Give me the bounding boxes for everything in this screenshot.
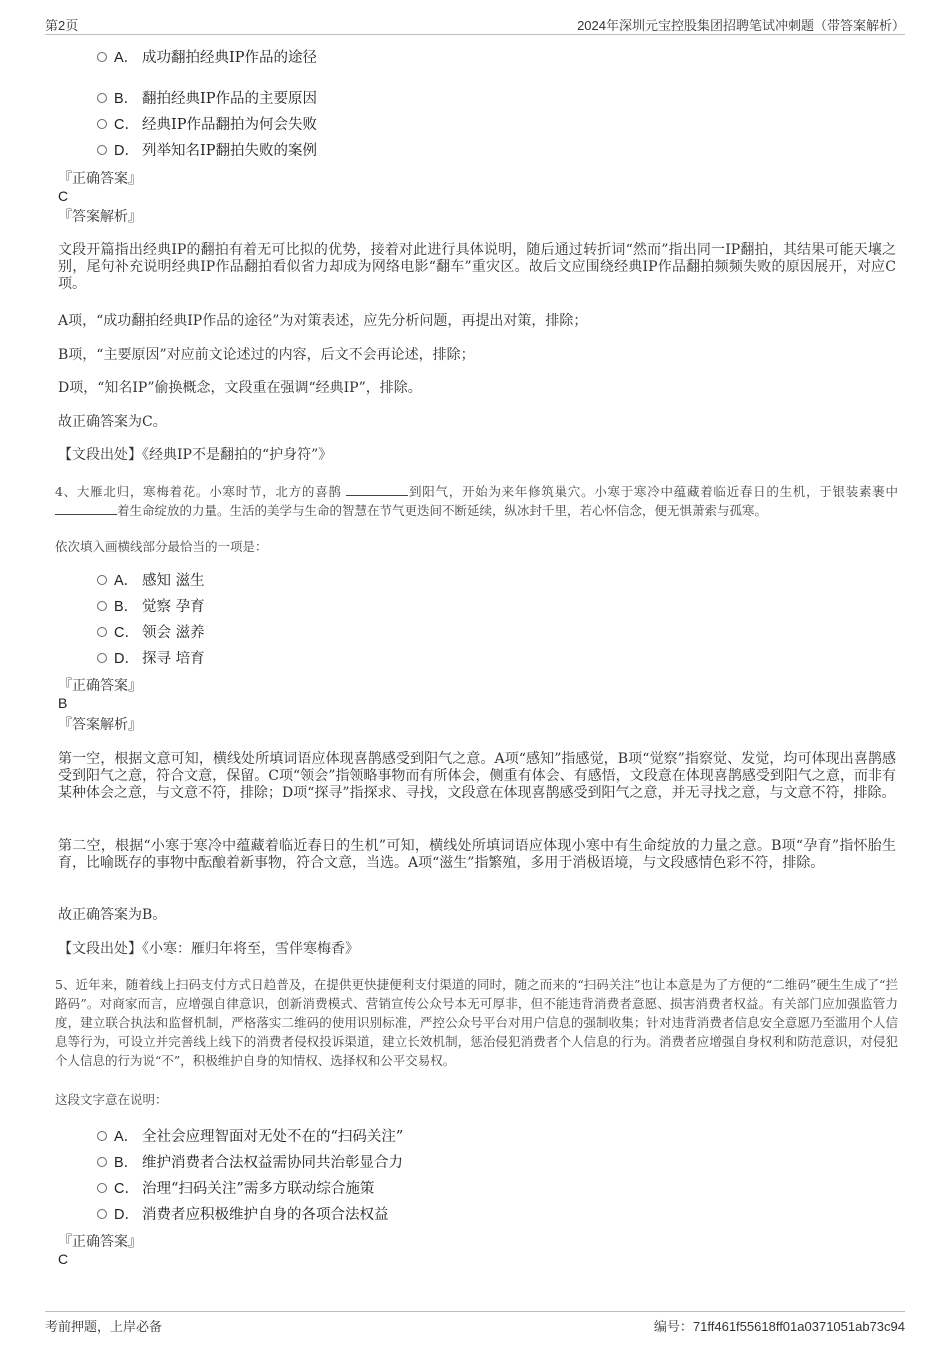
- q5-option-d[interactable]: D． 消费者应积极维护自身的各项合法权益: [97, 1205, 389, 1225]
- q3-option-a[interactable]: A． 成功翻拍经典IP作品的途径: [97, 48, 317, 68]
- q5-option-a[interactable]: A． 全社会应理智面对无处不在的“扫码关注”: [97, 1127, 403, 1147]
- source-citation: 【文段出处】《小寒：雁归年将至，雪伴寒梅香》: [58, 941, 359, 957]
- radio-icon[interactable]: [97, 145, 107, 155]
- correct-answer-value: B: [58, 695, 68, 711]
- radio-icon[interactable]: [97, 119, 107, 129]
- analysis-paragraph: 第一空，根据文意可知，横线处所填词语应体现喜鹊感受到阳气之意。A项“感知”指感觉，B项“觉察”指察觉、发觉，均可体现出喜鹊感受到阳气之意，符合文意，保留。C项“领会”指领略事物而有所体会，侧重有体会、有感悟，文段意在体现喜鹊感受到阳气之意，而非有某种体会之意，与文意不符，排除；D项“探寻”指探求、寻找，文段意在体现喜鹊感受到阳气之意，并无寻找之意，与文意不符，排除。: [58, 751, 896, 801]
- correct-answer-value: C: [58, 1251, 69, 1267]
- radio-icon[interactable]: [97, 627, 107, 637]
- question-4-prompt: 依次填入画横线部分最恰当的一项是：: [55, 539, 268, 554]
- document-title: 2024年深圳元宝控股集团招聘笔试冲刺题（带答案解析）: [577, 18, 905, 33]
- page-header: [45, 12, 905, 35]
- question-5-prompt: 这段文字意在说明：: [55, 1092, 168, 1107]
- q4-option-b[interactable]: B． 觉察 孕育: [97, 597, 205, 617]
- radio-icon[interactable]: [97, 1131, 107, 1141]
- document-code: 编号：71ff461f55618ff01a0371051ab73c94: [653, 1319, 905, 1334]
- correct-answer-label: 『正确答案』: [58, 171, 142, 187]
- footer-slogan: 考前押题，上岸必备: [45, 1319, 163, 1334]
- question-4-stem: 4、大雁北归，寒梅着花。小寒时节，北方的喜鹊 到阳气，开始为来年修筑巢穴。小寒于寒冷中蕴藏着临近春日的生机，于银装素裹中 着生命绽放的力量。生活的美学与生命的智慧在节气更迭间不断延续，纵冰封千里，若心怀信念，便无惧萧索与孤寒。: [55, 484, 898, 518]
- q3-option-d[interactable]: D． 列举知名IP翻拍失败的案例: [97, 141, 317, 161]
- q5-option-c[interactable]: C． 治理“扫码关注”需多方联动综合施策: [97, 1179, 374, 1199]
- source-citation: 【文段出处】《经典IP不是翻拍的“护身符”》: [58, 447, 333, 463]
- analysis-paragraph: B项，“主要原因”对应前文论述过的内容，后文不会再论述，排除；: [58, 347, 475, 363]
- radio-icon[interactable]: [97, 575, 107, 585]
- q4-option-a[interactable]: A． 感知 滋生: [97, 571, 205, 591]
- radio-icon[interactable]: [97, 1183, 107, 1193]
- correct-answer-label: 『正确答案』: [58, 678, 142, 694]
- radio-icon[interactable]: [97, 653, 107, 663]
- analysis-paragraph: 文段开篇指出经典IP的翻拍有着无可比拟的优势，接着对此进行具体说明，随后通过转折词“然而”指出同一IP翻拍，其结果可能天壤之别，尾句补充说明经典IP作品翻拍看似省力却成为网络电影“翻车”重灾区。故后文应围绕经典IP作品翻拍频频失败的原因展开，对应C项。: [58, 242, 896, 292]
- q3-option-b[interactable]: B． 翻拍经典IP作品的主要原因: [97, 89, 317, 109]
- page-footer: [45, 1311, 905, 1338]
- answer-conclusion: 故正确答案为C。: [58, 414, 167, 430]
- radio-icon[interactable]: [97, 52, 107, 62]
- analysis-paragraph: A项，“成功翻拍经典IP作品的途径”为对策表述，应先分析问题，再提出对策，排除；: [58, 313, 588, 329]
- radio-icon[interactable]: [97, 1209, 107, 1219]
- fill-blank: [346, 483, 408, 496]
- analysis-label: 『答案解析』: [58, 717, 142, 733]
- question-5-stem: 5、近年来，随着线上扫码支付方式日趋普及，在提供更快捷便利支付渠道的同时，随之而来的“扫码关注”也让本意是为了方便的“二维码”硬生生成了“拦路码”。对商家而言，应增强自律意识，创新消费模式、营销宣传公众号本无可厚非，但不能违背消费者意愿、损害消费者权益。有关部门应加强监管力度，建立联合执法和监督机制，严格落实二维码的使用识别标准，严控公众号平台对用户信息的强制收集；针对违背消费者信息安全意愿乃至滥用个人信息等行为，可设立并完善线上线下的消费者侵权投诉渠道，建立长效机制，惩治侵犯消费者个人信息的行为。消费者应增强自身权利和防范意识，对侵犯个人信息的行为说“不”，积极维护自身的知情权、选择权和公平交易权。: [55, 977, 898, 1068]
- fill-blank: [55, 502, 117, 515]
- radio-icon[interactable]: [97, 601, 107, 611]
- q5-option-b[interactable]: B． 维护消费者合法权益需协同共治彰显合力: [97, 1153, 403, 1173]
- analysis-paragraph: D项，“知名IP”偷换概念，文段重在强调“经典IP”，排除。: [58, 380, 422, 396]
- radio-icon[interactable]: [97, 93, 107, 103]
- correct-answer-value: C: [58, 188, 69, 204]
- q4-option-c[interactable]: C． 领会 滋养: [97, 623, 205, 643]
- q4-option-d[interactable]: D． 探寻 培育: [97, 649, 205, 669]
- radio-icon[interactable]: [97, 1157, 107, 1167]
- q3-option-c[interactable]: C． 经典IP作品翻拍为何会失败: [97, 115, 317, 135]
- page-number: 第2页: [45, 18, 79, 33]
- correct-answer-label: 『正确答案』: [58, 1234, 142, 1250]
- answer-conclusion: 故正确答案为B。: [58, 907, 167, 923]
- analysis-label: 『答案解析』: [58, 209, 142, 225]
- analysis-paragraph: 第二空，根据“小寒于寒冷中蕴藏着临近春日的生机”可知，横线处所填词语应体现小寒中有生命绽放的力量之意。B项“孕育”指怀胎生育，比喻既存的事物中酝酿着新事物，符合文意，当选。A项“滋生”指繁殖，多用于消极语境，与文段感情色彩不符，排除。: [58, 838, 896, 871]
